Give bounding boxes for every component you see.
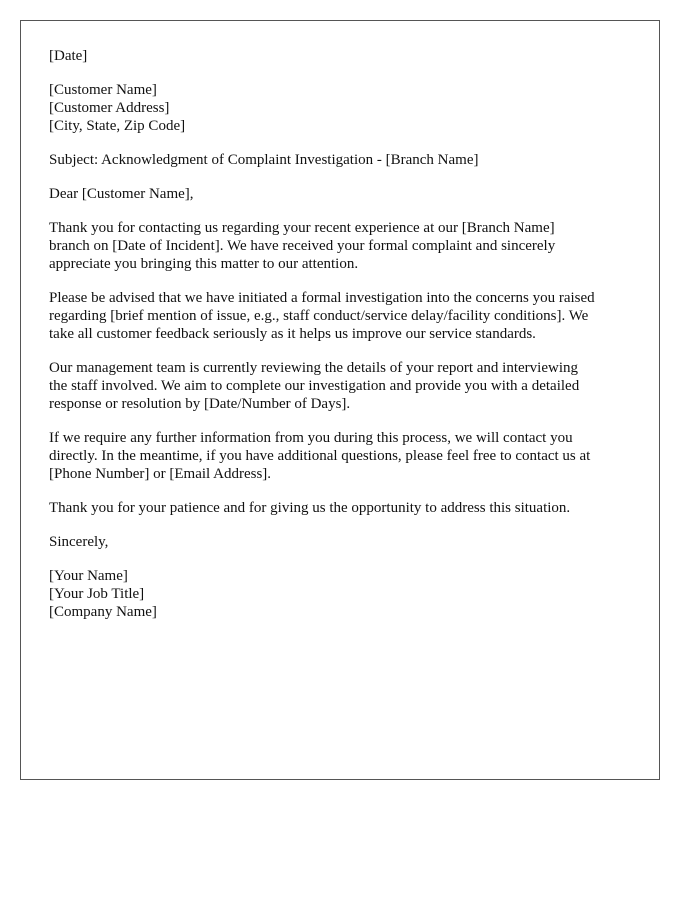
paragraph-line: [Phone Number] or [Email Address]. <box>49 466 272 482</box>
body-paragraph-5 <box>49 499 649 517</box>
paragraph-line: Thank you for your patience and for giving us the opportunity to address this situation. <box>49 500 571 516</box>
body-paragraph-1 <box>49 219 649 273</box>
paragraph-line: Our management team is currently reviewing the details of your report and interviewing <box>49 360 578 376</box>
body-paragraph-3 <box>49 359 649 413</box>
paragraph-line: If we require any further information from you during this process, we will contact you <box>49 430 573 446</box>
closing-block <box>49 533 649 551</box>
paragraph-line: directly. In the meantime, if you have additional questions, please feel free to contact us at <box>49 448 591 464</box>
letter-subject: Subject: Acknowledgment of Complaint Investigation - [Branch Name] <box>49 152 479 168</box>
paragraph-line: the staff involved. We aim to complete our investigation and provide you with a detailed <box>49 378 580 394</box>
recipient-block <box>49 81 649 135</box>
letter-date: [Date] <box>49 48 88 64</box>
recipient-address: [Customer Address] <box>49 100 170 116</box>
signature-company: [Company Name] <box>49 604 157 620</box>
letter-closing: Sincerely, <box>49 534 109 550</box>
subject-block <box>49 151 649 169</box>
letter-date-block <box>49 47 649 65</box>
letter-salutation: Dear [Customer Name], <box>49 186 194 202</box>
letter-body <box>49 47 649 637</box>
signature-block <box>49 567 649 621</box>
paragraph-line: Please be advised that we have initiated a formal investigation into the concerns you raised <box>49 290 595 306</box>
signature-name: [Your Name] <box>49 568 128 584</box>
body-paragraph-2 <box>49 289 649 343</box>
signature-job-title: [Your Job Title] <box>49 586 145 602</box>
recipient-city-state-zip: [City, State, Zip Code] <box>49 118 186 134</box>
paragraph-line: response or resolution by [Date/Number of Days]. <box>49 396 351 412</box>
recipient-name: [Customer Name] <box>49 82 157 98</box>
paragraph-line: branch on [Date of Incident]. We have received your formal complaint and sincerely <box>49 238 556 254</box>
paragraph-line: appreciate you bringing this matter to our attention. <box>49 256 359 272</box>
paragraph-line: take all customer feedback seriously as it helps us improve our service standards. <box>49 326 536 342</box>
paragraph-line: regarding [brief mention of issue, e.g., staff conduct/service delay/facility conditions]. We <box>49 308 589 324</box>
paragraph-line: Thank you for contacting us regarding your recent experience at our [Branch Name] <box>49 220 555 236</box>
letter-page <box>20 20 660 780</box>
body-paragraph-4 <box>49 429 649 483</box>
salutation-block <box>49 185 649 203</box>
